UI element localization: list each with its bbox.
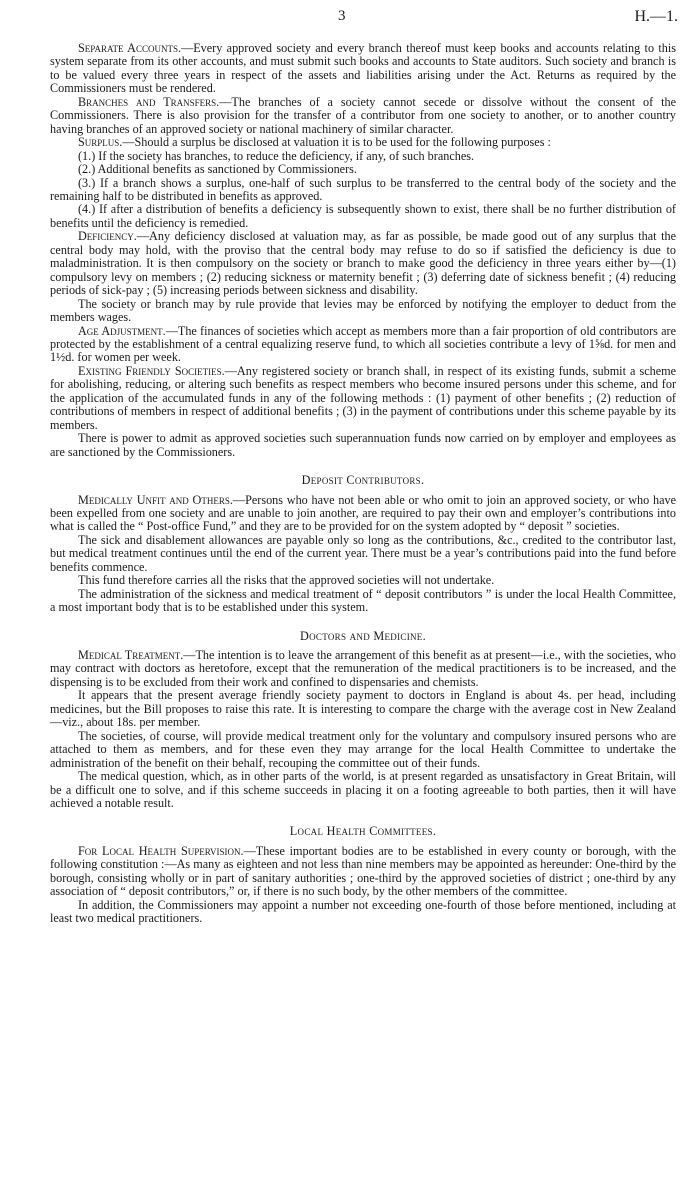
paragraph-text: There is power to admit as approved societies such superannuation funds now carried on by employer and employees as are sanctioned by the Commissioners. bbox=[50, 431, 676, 459]
document-reference: H.—1. bbox=[634, 8, 678, 25]
paragraph bbox=[50, 150, 676, 163]
paragraph-lead: For Local Health Supervision. bbox=[78, 843, 244, 858]
paragraph-lead: Age Adjustment. bbox=[78, 323, 166, 338]
paragraph bbox=[50, 730, 676, 770]
paragraph-text: (4.) If after a distribution of benefits a deficiency is subsequently shown to exist, there shall be no further distribution of benefits until the deficiency is remedied. bbox=[50, 202, 676, 230]
paragraph bbox=[50, 899, 676, 926]
document-body bbox=[50, 42, 676, 926]
paragraph bbox=[50, 203, 676, 230]
section-heading: Local Health Committees. bbox=[289, 824, 437, 839]
paragraph-text: —These important bodies are to be established in every county or borough, with the following constitution :—As many as eighteen and not less than nine members may be appointed as hereunder: One-third by the borough, consisting wholly or in part of sanitary authorities ; one-third by the approved societies of district ; one-third by any association of “ deposit contributors,” or, if there is no such body, by the other members of the committee. bbox=[50, 843, 676, 899]
paragraph-text: —Any deficiency disclosed at valuation may, as far as possible, be made good out of any surplus that the central body may hold, with the proviso that the central body may refuse to do so if satisfied the deficiency is due to maladministration. It is then compulsory on the society or branch to make good the deficiency in three years either by—(1) compulsory levy on members ; (2) reducing sickness or maternity benefit ; (3) deferring date of sickness benefit ; (4) reducing periods of sick-pay ; (5) increasing periods between sickness and disability. bbox=[50, 229, 676, 298]
paragraph-text: —The branches of a society cannot secede or dissolve without the consent of the Commissioners. There is also provision for the transfer of a contributor from one society to another, or to another country having branches of an approved society or national machinery of similar character. bbox=[50, 94, 676, 136]
paragraph-lead: Existing Friendly Societies. bbox=[78, 363, 225, 378]
paragraph-text: The societies, of course, will provide medical treatment only for the voluntary and compulsory insured persons who are attached to them as members, and for these even they may arrange for the local Health Committee to undertake the administration of the benefit on their behalf, recouping the committee out of their funds. bbox=[50, 728, 676, 770]
section-heading: Doctors and Medicine. bbox=[300, 628, 426, 643]
section bbox=[50, 42, 676, 459]
paragraph-lead: Medically Unfit and Others. bbox=[78, 492, 233, 507]
paragraph-lead: Branches and Transfers. bbox=[78, 94, 220, 109]
paragraph bbox=[50, 588, 676, 615]
paragraph-text: It appears that the present average friendly society payment to doctors in England is about 4s. per head, including medicines, but the Bill proposes to raise this rate. It is interesting to compare the charge with the average cost in New Zealand—viz., about 18s. per member. bbox=[50, 688, 676, 730]
paragraph-text: The administration of the sickness and medical treatment of “ deposit contributors ” is under the local Health Committee, a most important body that is to be established under this system. bbox=[50, 586, 676, 615]
paragraph-lead: Deficiency. bbox=[78, 229, 137, 244]
page-header bbox=[0, 4, 700, 24]
paragraph-text: —Every approved society and every branch thereof must keep books and accounts relating to this system separate from its other accounts, and must submit such books and accounts to State auditors. Such society and branch is to be valued every three years in respect of the assets and liabilities arising under the Act. Returns as required by the Commissioners must be rendered. bbox=[50, 41, 677, 96]
paragraph bbox=[50, 163, 676, 176]
paragraph bbox=[50, 96, 676, 136]
section bbox=[50, 474, 676, 615]
section bbox=[50, 630, 676, 811]
paragraph bbox=[50, 770, 676, 810]
paragraph bbox=[50, 689, 676, 729]
page-number: 3 bbox=[338, 8, 346, 24]
paragraph bbox=[50, 177, 676, 204]
paragraph bbox=[50, 136, 676, 149]
paragraph-text: —The intention is to leave the arrangement of this benefit as at present—i.e., with the societies, who may contract with doctors as heretofore, except that the remuneration of the medical practitioners is to be increased, and the dispensing is to be excluded from their work and confined to dispensaries and chemists. bbox=[50, 648, 676, 689]
paragraph-text: —Should a surplus be disclosed at valuation it is to be used for the following purposes : bbox=[122, 135, 551, 150]
paragraph-text: —Persons who have not been able or who omit to join an approved society, or who have been expelled from one society and are unable to join another, are required to pay their own and employer’s contributions into what is called the “ Post-office Fund,” and they are to be provided for on the system adopted by “ deposit ” societies. bbox=[50, 492, 676, 534]
paragraph bbox=[50, 494, 676, 534]
paragraph bbox=[50, 365, 676, 432]
paragraph-text: (2.) Additional benefits as sanctioned by Commissioners. bbox=[78, 162, 357, 177]
paragraph-text: In addition, the Commissioners may appoint a number not exceeding one-fourth of those before mentioned, including at least two medical practitioners. bbox=[50, 897, 676, 926]
paragraph-text: The sick and disablement allowances are payable only so long as the contributions, &c., credited to the contributor last, but medical treatment continues until the end of the current year. There must be a year’s contributions paid into the fund before benefits commence. bbox=[50, 532, 676, 574]
paragraph bbox=[50, 845, 676, 899]
paragraph bbox=[50, 230, 676, 297]
paragraph-text: The medical question, which, as in other parts of the world, is at present regarded as unsatisfactory in Great Britain, will be a difficult one to solve, and if this scheme succeeds in placing it on a footing agreeable to both parties, then it will have achieved a notable result. bbox=[50, 769, 676, 811]
paragraph-text: —The finances of societies which accept as members more than a fair proportion of old contributors are protected by the establishment of a central equalizing reserve fund, to which all societies contribute a levy of 1⅝d. for men and 1½d. for women per week. bbox=[50, 323, 676, 365]
paragraph-text: This fund therefore carries all the risks that the approved societies will not undertake. bbox=[78, 573, 495, 588]
paragraph-text: —Any registered society or branch shall, in respect of its existing funds, submit a scheme for abolishing, reducing, or altering such benefits as respect members who become insured persons under this scheme, and for the application of the accumulated funds in any of the following methods : (1) payment of other benefits ; (2) reduction of contributions of members in respect of additional benefits ; (3) in the payment of contributions under this scheme payable by its members. bbox=[50, 363, 676, 432]
paragraph-lead: Separate Accounts. bbox=[78, 41, 182, 55]
paragraph bbox=[50, 325, 676, 365]
paragraph bbox=[50, 298, 676, 325]
paragraph bbox=[50, 574, 676, 587]
paragraph-lead: Surplus. bbox=[78, 135, 123, 150]
paragraph-text: (3.) If a branch shows a surplus, one-half of such surplus to be transferred to the central body of the society and the remaining half to be distributed in benefits as approved. bbox=[50, 175, 676, 203]
section bbox=[50, 825, 676, 925]
paragraph bbox=[50, 42, 676, 96]
paragraph bbox=[50, 534, 676, 574]
paragraph-lead: Medical Treatment. bbox=[78, 648, 184, 663]
paragraph-text: The society or branch may by rule provide that levies may be enforced by notifying the employer to deduct from the members wages. bbox=[50, 296, 676, 325]
paragraph-text: (1.) If the society has branches, to reduce the deficiency, if any, of such branches. bbox=[78, 148, 475, 163]
section-heading: Deposit Contributors. bbox=[301, 473, 425, 488]
paragraph bbox=[50, 432, 676, 459]
paragraph bbox=[50, 649, 676, 689]
